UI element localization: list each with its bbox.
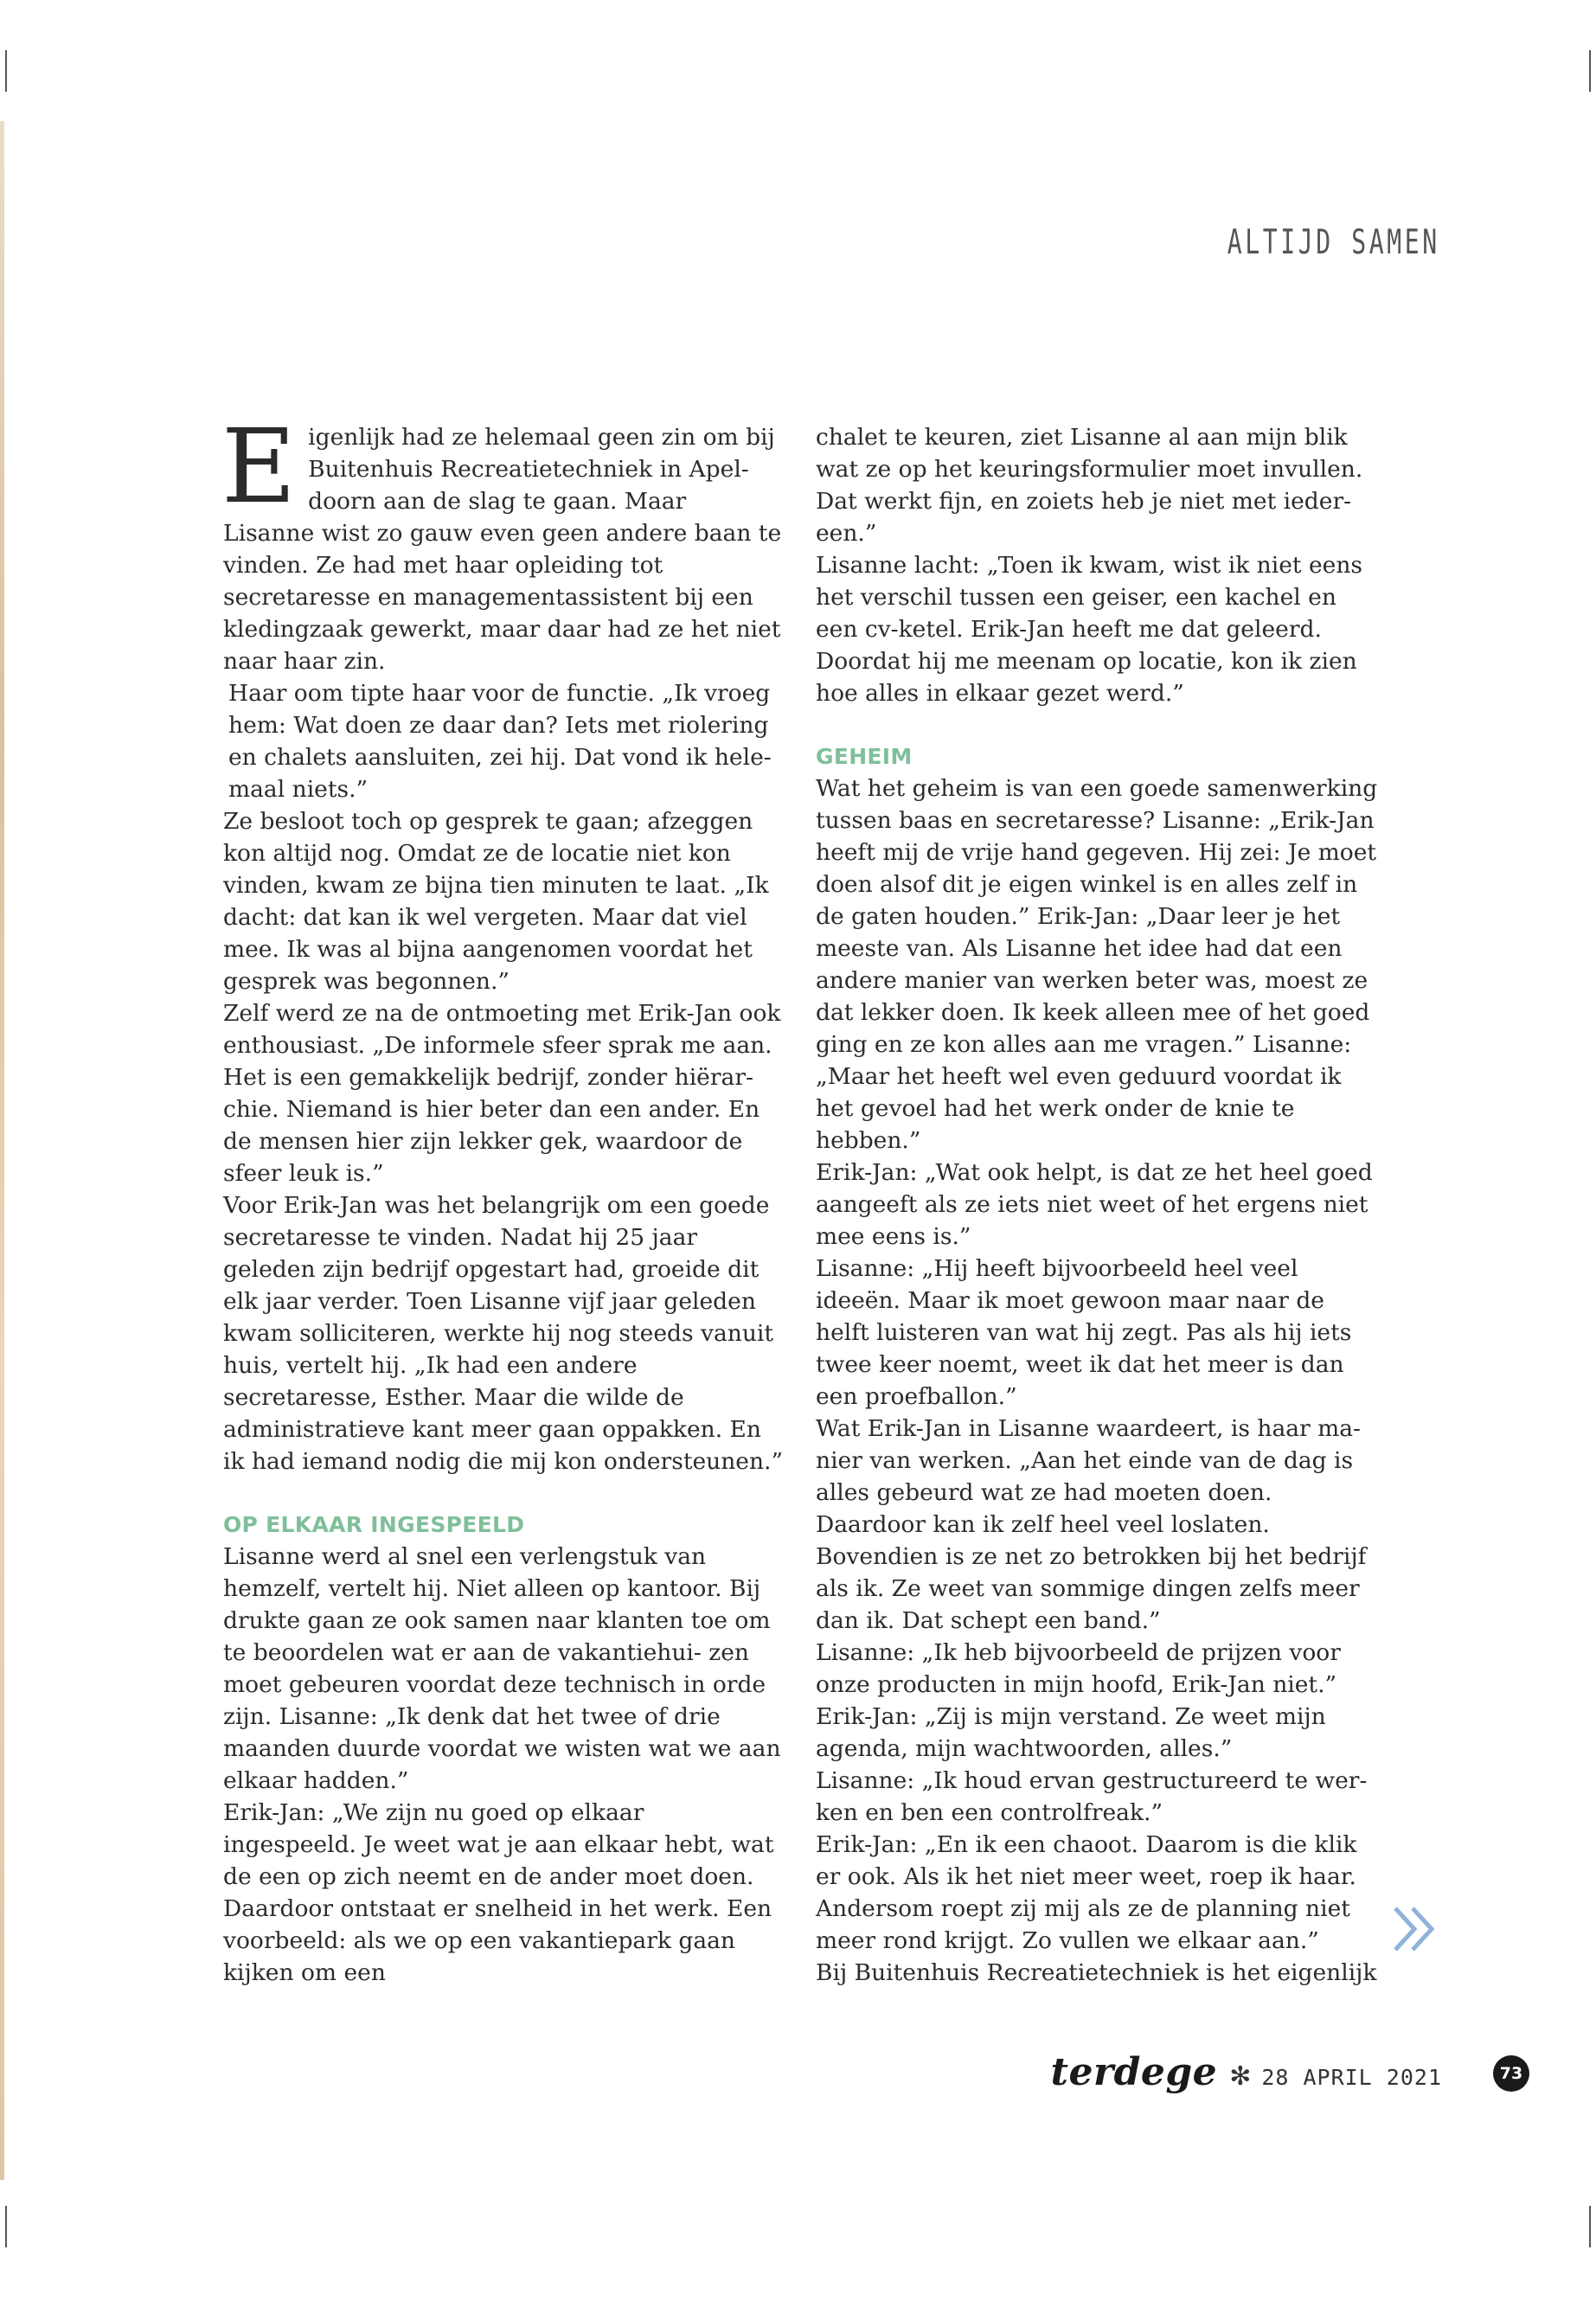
- paragraph: Erik-Jan: „We zijn nu goed op elkaar ingespeeld. Je weet wat je aan elkaar hebt, wat de een op zich neemt en de ander moet doen. Daardoor ontstaat er snelheid in het werk. Een voorbeeld: als we op een vakantiepark gaan kijken om een: [223, 1799, 774, 1986]
- paragraph: Haar oom tipte haar voor de functie. „Ik vroeg hem: Wat doen ze daar dan? Iets met riolering en chalets aansluiten, zei hij. Dat vond ik hele- maal niets.”: [228, 680, 772, 803]
- article-column-left: [221, 407, 784, 1989]
- section-gap: [816, 709, 1378, 740]
- paragraph: Voor Erik-Jan was het belangrijk om een goede secretaresse te vinden. Nadat hij 25 jaar geleden zijn bedrijf opgestart had, groeide dit elk jaar verder. Toen Lisanne vijf jaar geleden kwam solliciteren, werkte hij nog steeds vanuit huis, vertelt hij. „Ik had een andere secretaresse, Esther. Maar die wilde de administratieve kant meer gaan oppakken. En ik had iemand nodig die mij kon ondersteunen.”: [223, 1192, 784, 1475]
- drop-cap: E: [221, 407, 297, 526]
- paragraph: Lisanne: „Hij heeft bijvoorbeeld heel veel ideeën. Maar ik moet gewoon maar naar de helft luisteren van wat hij zegt. Pas als hij iets twee keer noemt, weet ik dat het meer is dan een proefballon.”: [816, 1255, 1352, 1410]
- paragraph: Lisanne: „Ik heb bijvoorbeeld de prijzen voor onze producten in mijn hoofd, Erik-Jan niet.”: [816, 1639, 1341, 1698]
- asterisk-icon: ✻: [1229, 2061, 1252, 2092]
- paragraph: Lisanne: „Ik houd ervan gestructureerd te wer- ken en ben een controlfreak.”: [816, 1767, 1368, 1826]
- double-chevron-right-icon: [1390, 1903, 1445, 1955]
- paragraph: Lisanne werd al snel een verlengstuk van hemzelf, vertelt hij. Niet alleen op kantoor. Bij drukte gaan ze ook samen naar klanten toe om te beoordelen wat er aan de vakantiehui- zen moet gebeuren voordat deze technisch in orde zijn. Lisanne: „Ik denk dat het twee of drie maanden duurde voordat we wisten wat we aan elkaar hadden.”: [223, 1543, 781, 1794]
- paragraph: Wat Erik-Jan in Lisanne waardeert, is haar ma- nier van werken. „Aan het einde van de dag is alles gebeurd wat ze had moeten doen. Daardoor kan ik zelf heel veel loslaten. Bovendien is ze net zo betrokken bij het bedrijf als ik. Ze weet van sommige dingen zelfs meer dan ik. Dat schept een band.”: [816, 1415, 1367, 1634]
- intro-text: igenlijk had ze helemaal geen zin om bij Buitenhuis Recreatietechniek in Apel- doorn aan de slag te gaan. Maar Lisanne wist zo gauw even geen andere baan te vinden. Ze had met haar opleiding tot secretaresse en managementassistent bij een kledingzaak gewerkt, maar daar had ze het niet naar haar zin.: [223, 424, 782, 675]
- paragraph: Wat het geheim is van een goede samenwerking tussen baas en secretaresse? Lisanne: „Erik-Jan heeft mij de vrije hand gegeven. Hij zei: Je moet doen alsof dit je eigen winkel is en alles zelf in de gaten houden.” Erik-Jan: „Daar leer je het meeste van. Als Lisanne het idee had dat een andere manier van werken beter was, moest ze dat lekker doen. Ik keek alleen mee of het goed ging en ze kon alles aan me vragen.” Lisanne: „Maar het heeft wel even geduurd voordat ik het gevoel had het werk onder de knie te hebben.”: [816, 775, 1378, 1154]
- crop-mark-bottom-left: [5, 2206, 7, 2247]
- crop-mark-top-left: [5, 50, 7, 92]
- article-column-right: [816, 421, 1378, 1989]
- paragraph: Erik-Jan: „Zij is mijn verstand. Ze weet mijn agenda, mijn wachtwoorden, alles.”: [816, 1703, 1326, 1762]
- subheading-op-elkaar-ingespeeld: OP ELKAAR INGESPEELD: [223, 1512, 525, 1537]
- page-number: 73: [1493, 2055, 1529, 2092]
- magazine-logo: terdege: [1050, 2050, 1218, 2094]
- paragraph: Ze besloot toch op gesprek te gaan; afzeggen kon altijd nog. Omdat ze de locatie niet kon vinden, kwam ze bijna tien minuten te laat. „Ik dacht: dat kan ik wel vergeten. Maar dat viel mee. Ik was al bijna aangenomen voordat het gesprek was begonnen.”: [223, 808, 769, 995]
- paragraph: Bij Buitenhuis Recreatietechniek is het eigenlijk: [816, 1959, 1377, 1986]
- paragraph: Lisanne lacht: „Toen ik kwam, wist ik niet eens het verschil tussen een geiser, een kachel en een cv-ketel. Erik-Jan heeft me dat geleerd. Doordat hij me meenam op locatie, kon ik zien hoe alles in elkaar gezet werd.”: [816, 552, 1363, 707]
- crop-mark-bottom-right: [1589, 2206, 1591, 2247]
- section-title: ALTIJD SAMEN: [1227, 223, 1440, 262]
- intro-paragraph: [221, 407, 784, 677]
- paragraph: Erik-Jan: „Wat ook helpt, is dat ze het heel goed aangeeft als ze iets niet weet of het ergens niet mee eens is.”: [816, 1159, 1373, 1250]
- paragraph: chalet te keuren, ziet Lisanne al aan mijn blik wat ze op het keuringsformulier moet invullen. Dat werkt fijn, en zoiets heb je niet met ieder- een.”: [816, 424, 1363, 547]
- section-gap: [223, 1477, 784, 1509]
- paragraph: Zelf werd ze na de ontmoeting met Erik-Jan ook enthousiast. „De informele sfeer sprak me aan. Het is een gemakkelijk bedrijf, zonder hiërar- chie. Niemand is hier beter dan een ander. En de mensen hier zijn lekker gek, waardoor de sfeer leuk is.”: [223, 1000, 781, 1187]
- paragraph: Erik-Jan: „En ik een chaoot. Daarom is die klik er ook. Als ik het niet meer weet, roep ik haar. Andersom roept zij mij als ze de planning niet meer rond krijgt. Zo vullen we elkaar aan.”: [816, 1831, 1357, 1954]
- page-edge-strip: [0, 121, 4, 2180]
- subheading-geheim: GEHEIM: [816, 744, 913, 769]
- crop-mark-top-right: [1589, 50, 1591, 92]
- issue-date: 28 APRIL 2021: [1261, 2065, 1442, 2090]
- page-footer: [1051, 2050, 1442, 2094]
